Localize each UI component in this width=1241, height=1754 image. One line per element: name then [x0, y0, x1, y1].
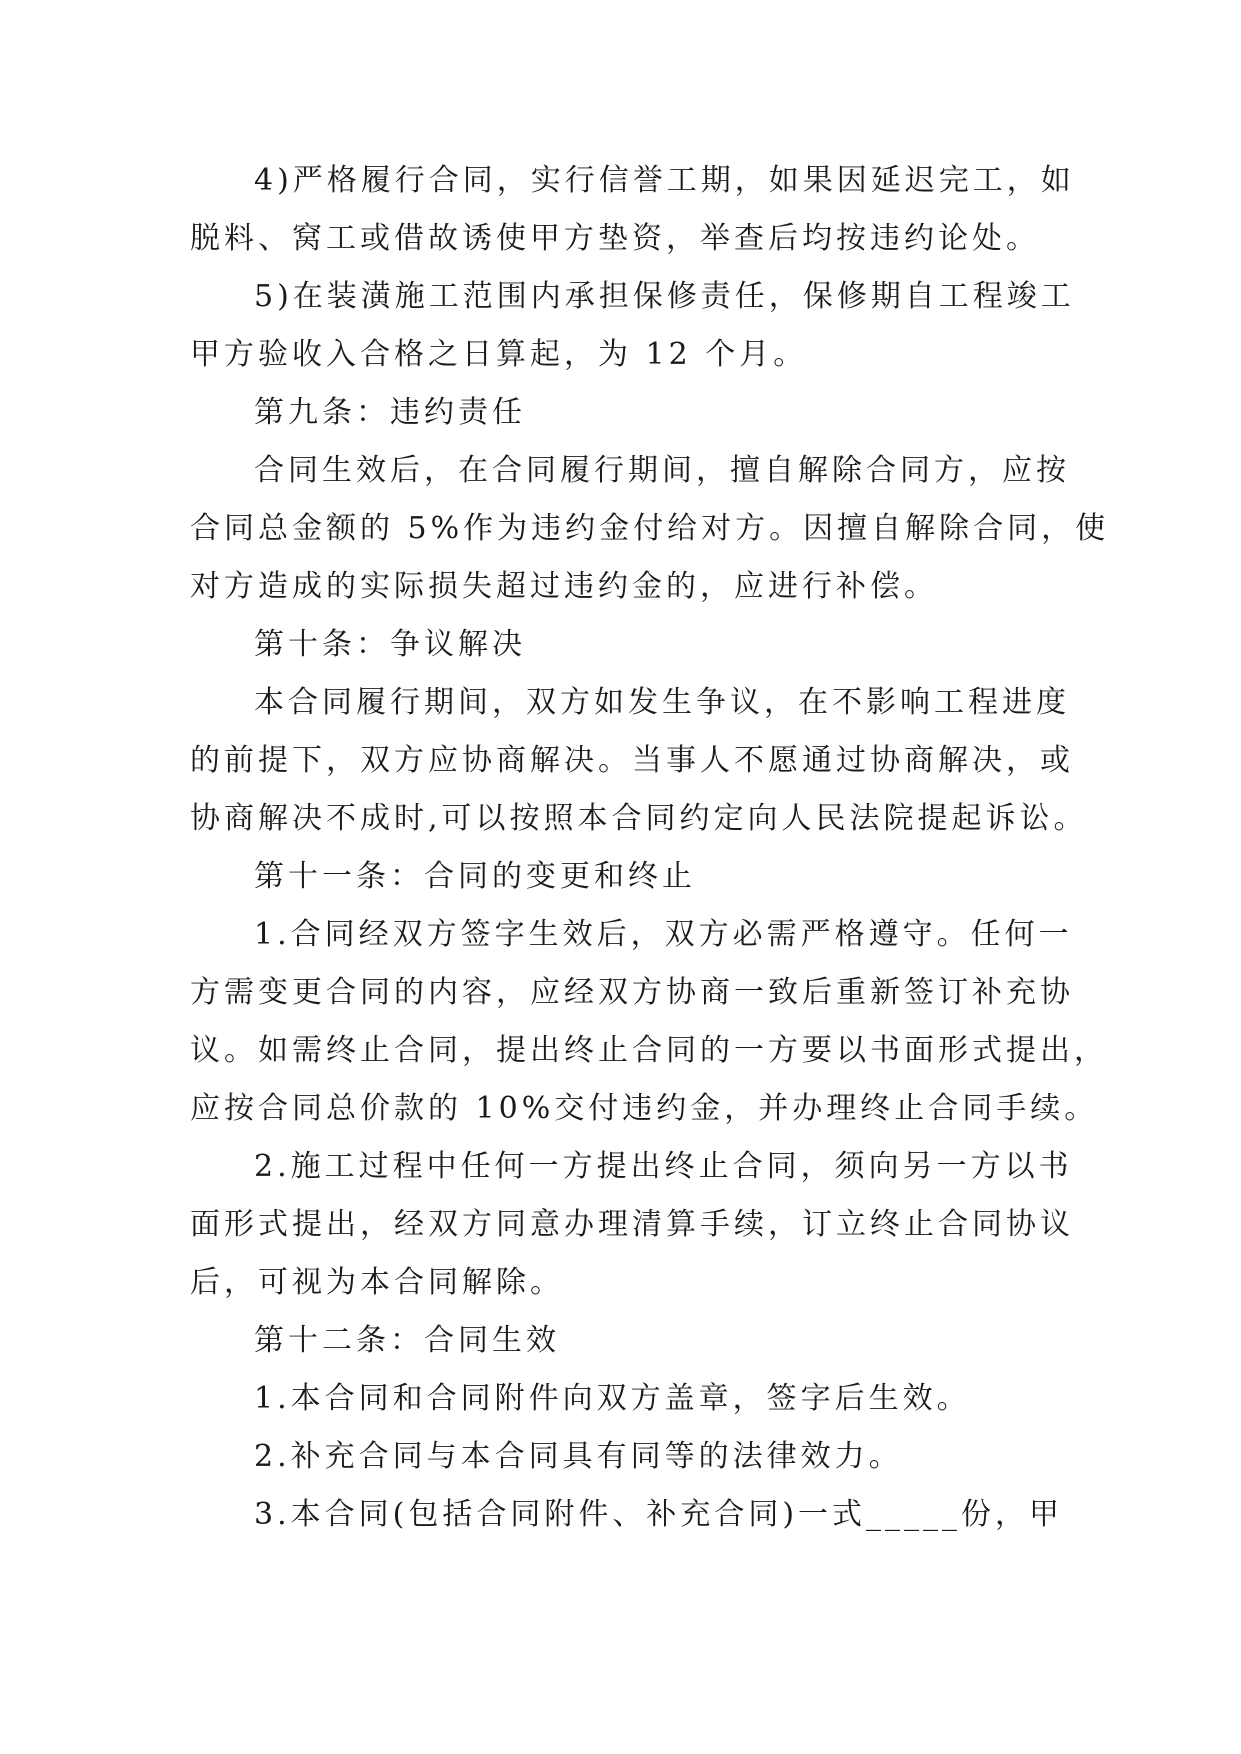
clause-12-item-1: 1.本合同和合同附件向双方盖章，签字后生效。 — [254, 1381, 971, 1416]
clause-9-text-line-1: 合同生效后，在合同履行期间，擅自解除合同方，应按 — [254, 453, 1070, 488]
clause-12-item-2: 2.补充合同与本合同具有同等的法律效力。 — [254, 1439, 903, 1474]
clause-9-heading: 第九条：违约责任 — [254, 395, 526, 430]
clause-11-item-1-line-1: 1.合同经双方签字生效后，双方必需严格遵守。任何一 — [254, 917, 1073, 952]
clause-10-text-line-2: 的前提下，双方应协商解决。当事人不愿通过协商解决，或 — [190, 743, 1074, 778]
clause-10-text-line-1: 本合同履行期间，双方如发生争议，在不影响工程进度 — [254, 685, 1070, 720]
clause-8-item-4-line-1: 4)严格履行合同，实行信誉工期，如果因延迟完工，如 — [254, 163, 1075, 198]
clause-9-text-line-3: 对方造成的实际损失超过违约金的，应进行补偿。 — [190, 569, 938, 604]
clause-8-item-4-line-2: 脱料、窝工或借故诱使甲方垫资，举查后均按违约论处。 — [190, 221, 1040, 256]
clause-10-heading: 第十条：争议解决 — [254, 627, 526, 662]
clause-11-item-2-line-2: 面形式提出，经双方同意办理清算手续，订立终止合同协议 — [190, 1207, 1074, 1242]
clause-11-item-1-line-2: 方需变更合同的内容，应经双方协商一致后重新签订补充协 — [190, 975, 1074, 1010]
clause-11-item-1-line-3: 议。如需终止合同，提出终止合同的一方要以书面形式提出， — [190, 1033, 1108, 1068]
clause-8-item-5-line-2: 甲方验收入合格之日算起，为 12 个月。 — [190, 337, 808, 372]
clause-11-heading: 第十一条：合同的变更和终止 — [254, 859, 696, 894]
clause-12-heading: 第十二条：合同生效 — [254, 1323, 560, 1358]
clause-9-text-line-2: 合同总金额的 5%作为违约金付给对方。因擅自解除合同，使 — [190, 511, 1110, 546]
clause-11-item-2-line-3: 后，可视为本合同解除。 — [190, 1265, 564, 1300]
clause-12-item-3-line-1: 3.本合同(包括合同附件、补充合同)一式_____份，甲 — [254, 1497, 1064, 1532]
clause-11-item-2-line-1: 2.施工过程中任何一方提出终止合同，须向另一方以书 — [254, 1149, 1073, 1184]
clause-10-text-line-3: 协商解决不成时,可以按照本合同约定向人民法院提起诉讼。 — [190, 801, 1088, 836]
clause-8-item-5-line-1: 5)在装潢施工范围内承担保修责任，保修期自工程竣工 — [254, 279, 1075, 314]
clause-11-item-1-line-4: 应按合同总价款的 10%交付违约金，并办理终止合同手续。 — [190, 1091, 1099, 1126]
